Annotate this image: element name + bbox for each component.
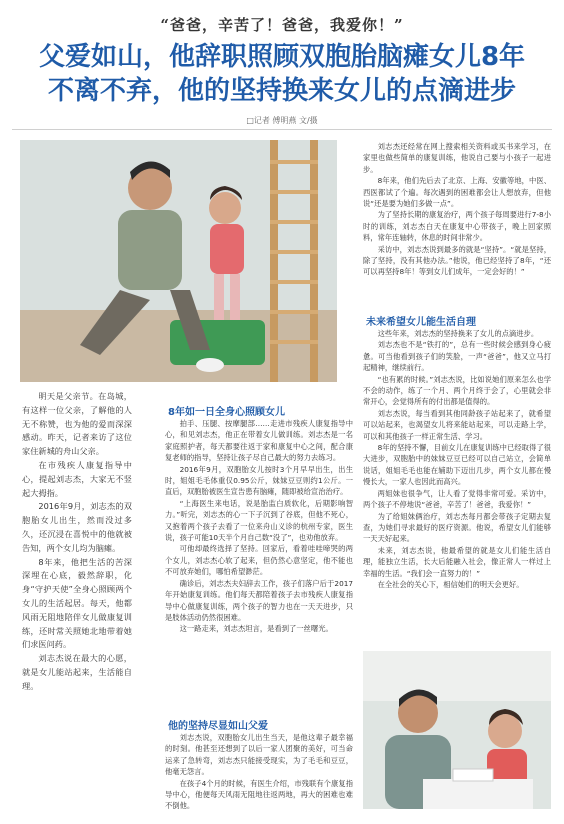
body-paragraph: 刘志杰也不是“铁打的”，总有一些时候会感到身心疲惫。可当他看到孩子们的笑脸，一声“爸爸”，他又立马打起精神，继续前行。: [363, 340, 551, 373]
body-paragraph: 8年来，他们先后去了北京、上海、安徽等地，中医、西医都试了个遍。每次遇到的困难都会让人想放弃，但他说“还是要为她们多做一点”。: [363, 176, 551, 209]
body-paragraph: 采访中，刘志杰说到最多的就是“坚持”。“就是坚持，除了坚持，没有其他办法。”他说，他已经坚持了8年，“还可以再坚持8年！等到女儿们成年，一定会好的！”: [363, 244, 551, 277]
photo-father-and-daughter-table: [363, 651, 551, 809]
body-paragraph: 为了坚持长期的康复治疗，两个孩子每周要进行7-8小时的训练，刘志杰白天在康复中心带孩子，晚上回家照料，常年连轴转，休息的时间非常少。: [363, 210, 551, 243]
header-divider: [12, 129, 552, 130]
intro-paragraph: 明天是父亲节。在岛城，有这样一位父亲，了解他的人无不称赞，也为他的爱而深深感动。昨天，记者来访了这位家住新城的舟山父亲。: [22, 391, 132, 457]
headline-line-1: 父爱如山，他辞职照顾双胞胎脑瘫女儿8年: [38, 42, 526, 72]
body-paragraph: “也有累的时候。”刘志杰说，比如说她们原来怎么也学不会的动作，练了一个月、两个月终于会了，心里就会非常开心，会觉得所有的付出都是值得的。: [363, 374, 551, 407]
body-column-persistence: [363, 141, 551, 313]
section-heading-future-hope: 未来希望女儿能生活自理: [366, 317, 476, 328]
body-paragraph: 在孩子4个月的时候，有医生介绍，市残联有个康复指导中心，他便每天风雨无阻地往返两地，再大的困难也难不倒他。: [165, 778, 353, 811]
kicker-quote: “爸爸，辛苦了！爸爸，我爱你！”: [160, 16, 404, 34]
body-paragraph: 在全社会的关心下，相信她们的明天会更好。: [377, 579, 524, 589]
section-heading-fatherly-love: 他的坚持尽显如山父爱: [168, 721, 268, 732]
intro-column: [22, 390, 132, 700]
intro-paragraph: 2016年9月，刘志杰的双胞胎女儿出生，然而没过多久，还沉浸在喜悦中的他就被告知，两个女儿均为脑瘫。: [22, 501, 132, 553]
body-paragraph: 未来，刘志杰说，他最希望的就是女儿们能生活自理，能独立生活，长大后能融入社会，像正常人一样过上幸福的生活。“我们会一直努力的！”: [363, 545, 551, 578]
body-paragraph: 8年的坚持不懈，目前女儿在康复训练中已经取得了很大进步，双胞胎中的妹妹豆豆已经可以自己站立，会简单说话，姐姐毛毛也能在辅助下迈出几步，两个女儿都在慢慢长大，一家人也因此而高兴。: [363, 443, 551, 487]
body-paragraph: 刘志杰还经常在网上搜索相关资料或买书来学习，在家里也做些简单的康复训练，他说自己要与小孩子一起进步。: [363, 142, 551, 174]
intro-paragraph: 刘志杰说在最大的心愿，就是女儿能站起来，生活能自理。: [22, 653, 132, 691]
intro-paragraph: 8年来，他把生活的苦深深埋在心底，毅然辞职，化身“守护天使”全身心照顾两个女儿的生活起居。每天，他都风雨无阻地陪伴女儿做康复训练，还时常关照她北地带着她们求医问药。: [22, 556, 132, 650]
body-paragraph: 拍手、压腿、按摩腿部……走进市残疾人康复指导中心，和见刘志杰，他正在带着女儿做训练。刘志杰是一名家庭照护者，每天都要往返于家和康复中心之间，配合康复老师的指导，坚持让孩子尽自己最大的努力去练习。: [165, 419, 353, 463]
headline-line-2: 不离不弃，他的坚持换来女儿的点滴进步: [47, 76, 516, 106]
body-paragraph: 为了给姐妹俩治疗，刘志杰每月都会带孩子定期去复查，为她们寻求最好的医疗资源。他说，希望女儿们能够一天天好起来。: [363, 511, 551, 544]
body-paragraph: 这些年来，刘志杰的坚持换来了女儿的点滴进步。: [377, 329, 539, 338]
body-column-future: [363, 328, 551, 646]
section-heading-care: 8年如一日全身心照顾女儿: [168, 407, 285, 418]
body-paragraph: 刘志杰说，双胞胎女儿出生当天，是他这辈子最幸福的时刻。他甚至还想到了以后一家人团聚的美好，可当命运来了急转弯，刘志杰只能接受现实，为了毛毛和豆豆，他毫无怨言。: [165, 733, 353, 777]
body-paragraph: 可他却最终选择了坚持。回家后，看着哇哇啼哭的两个女儿，刘志杰心软了起来，但仍然心意坚定，他不能也不可放弃她们，哪怕希望渺茫。: [165, 544, 353, 577]
body-paragraph: 确诊后，刘志杰夫妇辞去工作，孩子们落户后于2017年开始康复训练。他们每天都陪着孩子去市残疾人康复指导中心做康复训练，两个孩子的智力也在一天天进步，只是肢体活动仍然很困难。: [165, 578, 353, 622]
byline: □记者 傅明燕 文/摄: [246, 116, 318, 125]
body-paragraph: 刘志杰说，每当看到其他同龄孩子站起来了，就希望可以站起来，也渴望女儿将来能站起来，可以走路上学，可以和其他孩子一样正常生活、学习。: [363, 408, 551, 441]
photo-father-and-daughter-rehab: [20, 140, 337, 382]
body-paragraph: “上海医生来电话，说是胎监白质软化，后期影响智力。”听完，刘志杰的心一下子沉到了谷底，但他不死心，又抱着两个孩子去看了一位来舟山义诊的杭州专家，医生说，孩子可能10天半个月自己数“没了”，也劝他放弃。: [165, 498, 353, 543]
body-paragraph: 这一路走来，刘志杰坦言，是看到了一丝曙光。: [179, 624, 333, 634]
body-paragraph: 2016年9月，双胞胎女儿按时3个月早早出生，出生时，姐姐毛毛体重仅0.95公斤，妹妹豆豆则约1公斤。一直后，双胞胎被医生宣告患有脑瘫，随即被给宣治治疗。: [165, 464, 353, 497]
body-column-fatherly-love: [165, 732, 353, 814]
body-column-care: [165, 418, 353, 718]
intro-paragraph: 在市残疾人康复指导中心，提起刘志杰，大家无不竖起大拇指。: [22, 459, 132, 498]
body-paragraph: 两姐妹也很争气，让人看了觉得非常可爱。采访中，两个孩子不停地说“爸爸，辛苦了！爸爸，我爱你！”: [363, 488, 551, 510]
